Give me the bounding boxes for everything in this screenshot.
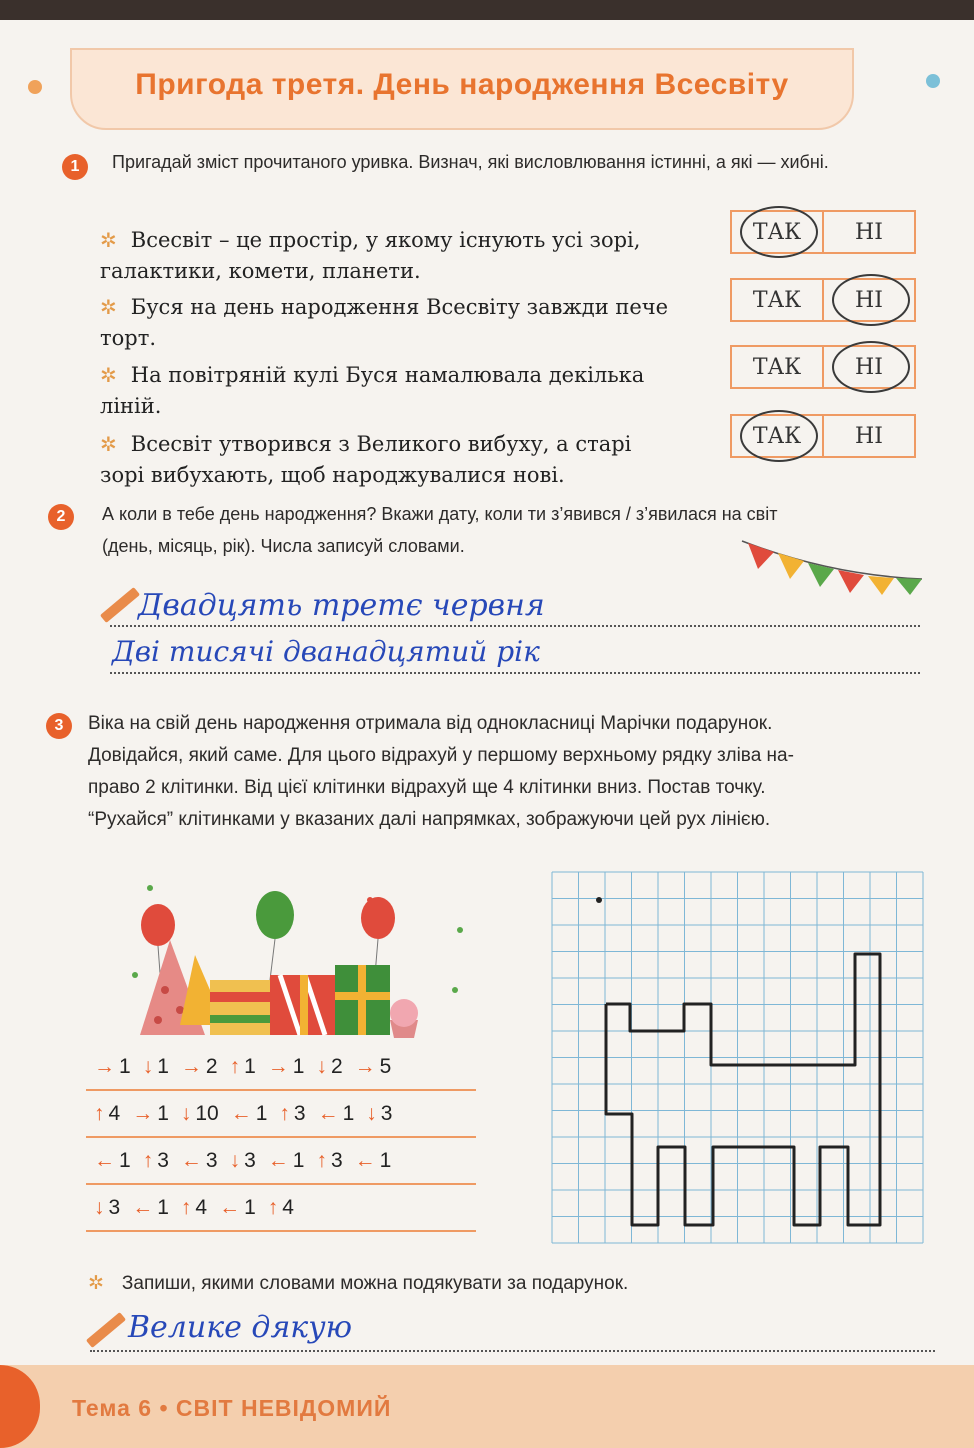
direction-arrow-icon: ↑	[279, 1102, 290, 1125]
statement-1: ✲ Всесвіт – це простір, у якому існують усі зорі, галактики, комети, планети.	[100, 228, 641, 283]
direction-row	[86, 1186, 476, 1232]
direction-steps: 1	[157, 1055, 169, 1078]
true-false-box-2	[730, 278, 916, 322]
direction-steps: 1	[119, 1055, 131, 1078]
statement-4: ✲ Всесвіт утворився з Великого вибуху, а старі зорі вибухають, щоб народжувалися нові.	[100, 432, 632, 487]
direction-steps: 1	[342, 1102, 355, 1125]
statement-3: ✲ На повітряній кулі Буся намалювала декілька ліній.	[100, 363, 645, 418]
direction-arrow-icon: →	[354, 1055, 376, 1078]
bunting-flags-icon	[740, 535, 925, 595]
direction-steps: 4	[108, 1102, 121, 1125]
direction-steps: 10	[195, 1102, 219, 1125]
direction-steps: 3	[293, 1102, 306, 1125]
direction-steps: 3	[380, 1102, 393, 1125]
direction-arrow-icon: ←	[132, 1196, 154, 1219]
task-2-instruction-line-2: (день, місяць, рік). Числа записуй словами.	[102, 536, 465, 556]
direction-arrow-icon: ←	[230, 1102, 252, 1125]
true-false-box-1	[730, 210, 916, 254]
option-no[interactable]: НІ	[822, 280, 914, 320]
answer-line-1-dots	[110, 625, 920, 627]
task-3-instruction-2: Довідайся, який саме. Для цього відрахуй у першому верхньому рядку зліва на-	[88, 745, 794, 766]
direction-arrow-icon: ↑	[142, 1149, 154, 1172]
direction-arrow-icon: ↓	[142, 1055, 154, 1078]
direction-arrow-icon: ↓	[316, 1055, 327, 1078]
direction-steps: 1	[255, 1102, 268, 1125]
direction-steps: 3	[330, 1149, 343, 1172]
pencil-icon	[100, 587, 140, 623]
birthday-illustration	[130, 880, 480, 1050]
direction-arrow-icon: ↑	[267, 1196, 279, 1219]
option-yes[interactable]: ТАК	[752, 354, 802, 380]
direction-arrow-icon: ↓	[366, 1102, 377, 1125]
direction-arrow-icon: ←	[267, 1149, 289, 1172]
direction-arrow-icon: ↓	[229, 1149, 241, 1172]
option-yes[interactable]: ТАК	[732, 416, 822, 456]
chapter-header	[70, 48, 854, 130]
direction-steps: 1	[292, 1055, 305, 1078]
direction-steps: 1	[244, 1055, 256, 1078]
star-bullet-icon: ✲	[100, 295, 117, 319]
option-no[interactable]: НІ	[822, 347, 914, 387]
task-3-instruction-1: Віка на свій день народження отримала від однокласниці Марічки подарунок.	[88, 713, 773, 734]
task-1-instruction: Пригадай зміст прочитаного уривка. Визнач, які висловлювання істинні, а які — хибні.	[112, 152, 829, 172]
direction-steps: 5	[379, 1055, 392, 1078]
option-yes[interactable]: ТАК	[752, 287, 802, 313]
direction-row	[86, 1092, 476, 1138]
direction-arrow-icon: ←	[180, 1149, 202, 1172]
direction-arrow-icon: →	[267, 1055, 289, 1078]
direction-arrow-icon: ↑	[94, 1102, 105, 1125]
task-1-number: 1	[62, 154, 88, 180]
chapter-title: Пригода третя. День народження Всесвіту	[135, 68, 789, 101]
option-no[interactable]: НІ	[822, 212, 914, 252]
direction-arrow-icon: →	[132, 1102, 154, 1125]
task-3-number: 3	[46, 713, 72, 739]
direction-steps: 2	[205, 1055, 218, 1078]
direction-steps: 1	[244, 1196, 256, 1219]
star-bullet-icon: ✲	[88, 1273, 104, 1294]
direction-arrow-icon: ←	[317, 1102, 339, 1125]
footer-topic: Тема 6 • СВІТ НЕВІДОМИЙ	[72, 1395, 392, 1421]
direction-steps: 1	[157, 1102, 169, 1125]
direction-steps: 1	[157, 1196, 169, 1219]
task-2-number: 2	[48, 504, 74, 530]
direction-arrow-icon: ↓	[180, 1102, 192, 1125]
direction-steps: 3	[244, 1149, 256, 1172]
direction-steps: 1	[379, 1149, 392, 1172]
direction-steps: 3	[205, 1149, 218, 1172]
direction-arrow-icon: ↑	[229, 1055, 241, 1078]
page-number-badge	[0, 1365, 40, 1448]
direction-steps: 3	[108, 1196, 121, 1219]
true-false-box-4	[730, 414, 916, 458]
direction-arrow-icon: ←	[219, 1196, 241, 1219]
answer-line-2[interactable]: Дві тисячі дванадцятий рік	[112, 635, 540, 668]
direction-steps: 4	[195, 1196, 208, 1219]
direction-arrow-icon: →	[94, 1055, 115, 1078]
direction-row	[86, 1139, 476, 1185]
option-no[interactable]: НІ	[822, 416, 914, 456]
direction-steps: 2	[330, 1055, 343, 1078]
direction-arrow-icon: ↑	[180, 1196, 192, 1219]
direction-row	[86, 1045, 476, 1091]
direction-arrow-icon: ↓	[94, 1196, 105, 1219]
direction-steps: 4	[282, 1196, 294, 1219]
pencil-icon	[86, 1312, 126, 1348]
star-bullet-icon: ✲	[100, 363, 117, 387]
thanks-prompt: ✲ Запиши, якими словами можна подякувати за подарунок.	[88, 1273, 629, 1294]
star-bullet-icon: ✲	[100, 228, 117, 252]
direction-arrow-icon: ↑	[316, 1149, 327, 1172]
task-3-instruction-4: “Рухайся” клітинками у вказаних далі напрямках, зображуючи цей рух лінією.	[88, 809, 771, 830]
thanks-answer-dots	[90, 1350, 935, 1352]
thanks-answer[interactable]: Велике дякую	[128, 1310, 353, 1345]
decor-dot-right	[926, 74, 940, 88]
workbook-page	[0, 20, 974, 1448]
direction-steps: 1	[292, 1149, 305, 1172]
option-yes[interactable]: ТАК	[732, 212, 822, 252]
drawn-path	[606, 954, 880, 1225]
drawing-grid[interactable]	[550, 870, 930, 1260]
direction-arrow-icon: ←	[354, 1149, 376, 1172]
statement-2: ✲ Буся на день народження Всесвіту завжди пече торт.	[100, 295, 669, 350]
page-footer	[0, 1365, 974, 1448]
task-3-instruction-3: право 2 клітинки. Від цієї клітинки відрахуй ще 4 клітинки вниз. Постав точку.	[88, 777, 766, 798]
direction-arrow-icon: →	[180, 1055, 202, 1078]
answer-line-2-dots	[110, 672, 920, 674]
decor-dot-left	[28, 80, 42, 94]
task-2-instruction-line-1: А коли в тебе день народження? Вкажи дату, коли ти з’явився / з’явилася на світ	[102, 504, 778, 524]
direction-arrow-icon: ←	[94, 1149, 115, 1172]
true-false-box-3	[730, 345, 916, 389]
direction-steps: 1	[119, 1149, 131, 1172]
direction-steps: 3	[157, 1149, 169, 1172]
star-bullet-icon: ✲	[100, 432, 117, 456]
answer-line-1[interactable]: Двадцять третє червня	[138, 588, 545, 623]
